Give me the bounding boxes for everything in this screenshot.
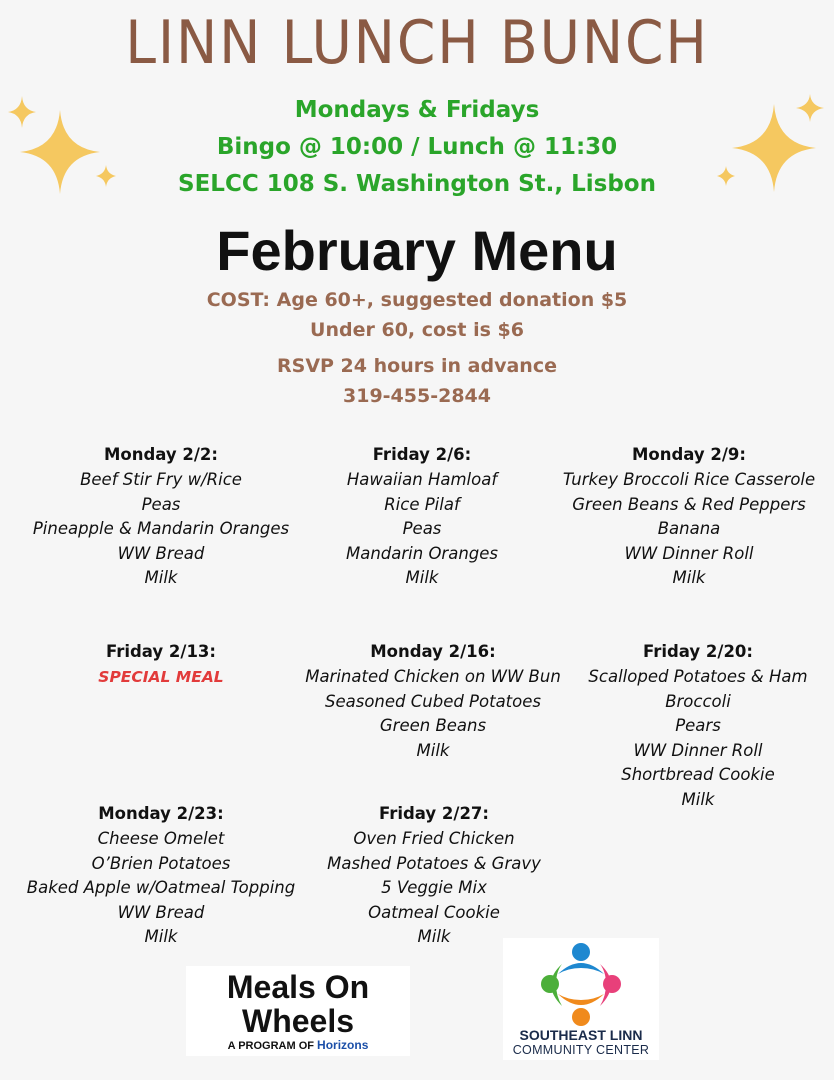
- rsvp-phone: 319-455-2844: [343, 385, 491, 407]
- menu-day: [292, 640, 574, 763]
- menu-day: [2, 640, 320, 689]
- menu-item: Banana: [657, 519, 721, 538]
- menu-day: [2, 802, 320, 950]
- menu-day: [570, 640, 826, 812]
- sel-logo-line-2: COMMUNITY CENTER: [512, 1043, 650, 1057]
- menu-item: Milk: [416, 740, 450, 760]
- cost-line-1: COST: Age 60+, suggested donation $5: [206, 289, 628, 311]
- menu-item: Milk: [144, 568, 178, 587]
- menu-item: Pears: [675, 716, 721, 735]
- menu-item: Milk: [144, 927, 178, 946]
- menu-item: O’Brien Potatoes: [91, 853, 231, 873]
- menu-item: WW Dinner Roll: [624, 543, 754, 563]
- menu-item: Milk: [672, 568, 706, 587]
- rsvp-line: RSVP 24 hours in advance: [277, 355, 557, 377]
- menu-item: WW Bread: [117, 543, 205, 563]
- menu-item: Beef Stir Fry w/Rice: [80, 470, 242, 489]
- menu-item: Oven Fried Chicken: [353, 829, 515, 848]
- menu-item: Milk: [681, 789, 715, 809]
- menu-item: Broccoli: [665, 691, 731, 711]
- mow-logo-subtitle: [186, 1038, 410, 1052]
- menu-item: Turkey Broccoli Rice Casserole: [562, 470, 816, 489]
- menu-item: Mashed Potatoes & Gravy: [327, 853, 541, 873]
- menu-item: 5 Veggie Mix: [381, 878, 487, 897]
- menu-item: Peas: [141, 494, 181, 514]
- menu-item: Rice Pilaf: [384, 494, 460, 514]
- menu-item: Green Beans: [379, 716, 487, 735]
- menu-item: Milk: [405, 568, 439, 587]
- menu-item: Shortbread Cookie: [621, 765, 775, 784]
- meals-on-wheels-logo: [186, 966, 410, 1056]
- menu-item: WW Bread: [117, 902, 205, 922]
- menu-date: Monday 2/2:: [103, 445, 219, 464]
- menu-date: Monday 2/16:: [370, 642, 496, 661]
- menu-date: Friday 2/13:: [105, 642, 216, 661]
- menu-day: [304, 802, 564, 950]
- mow-logo-line-1: Meals On: [226, 969, 370, 1005]
- menu-item: Milk: [417, 927, 451, 946]
- menu-day: [548, 443, 830, 591]
- menu-item: Oatmeal Cookie: [368, 902, 500, 922]
- location: SELCC 108 S. Washington St., Lisbon: [178, 171, 656, 197]
- menu-item: Scalloped Potatoes & Ham: [588, 667, 808, 686]
- schedule-days: Mondays & Fridays: [294, 97, 540, 123]
- community-people-icon: [536, 938, 626, 1028]
- menu-item: Marinated Chicken on WW Bun: [305, 667, 561, 686]
- menu-date: Friday 2/6:: [372, 445, 472, 464]
- special-meal-label: SPECIAL MEAL: [98, 668, 224, 686]
- menu-date: Friday 2/27:: [378, 804, 489, 823]
- southeast-linn-logo: [503, 938, 659, 1060]
- menu-item: Mandarin Oranges: [345, 543, 499, 563]
- cost-line-2: Under 60, cost is $6: [310, 319, 524, 341]
- menu-item: WW Dinner Roll: [633, 740, 763, 760]
- page-title: LINN LUNCH BUNCH: [125, 8, 709, 78]
- menu-item: Green Beans & Red Peppers: [572, 494, 806, 514]
- menu-date: Monday 2/9:: [631, 445, 747, 464]
- menu-item: Cheese Omelet: [97, 829, 225, 848]
- menu-item: Seasoned Cubed Potatoes: [324, 691, 541, 711]
- menu-day: [292, 443, 552, 591]
- menu-item: Baked Apple w/Oatmeal Topping: [26, 878, 296, 897]
- horizons-brand: Horizons: [317, 1038, 369, 1052]
- menu-date: Monday 2/23:: [98, 804, 224, 823]
- menu-date: Friday 2/20:: [642, 642, 753, 661]
- schedule-times: Bingo @ 10:00 / Lunch @ 11:30: [216, 134, 618, 160]
- menu-item: Pineapple & Mandarin Oranges: [32, 519, 290, 538]
- menu-item: Hawaiian Hamloaf: [346, 470, 498, 489]
- menu-day: [2, 443, 320, 591]
- sel-logo-line-1: SOUTHEAST LINN: [519, 1027, 643, 1043]
- menu-item: Peas: [402, 519, 442, 538]
- mow-logo-line-2: Wheels: [241, 1003, 355, 1039]
- mow-program-text: A PROGRAM OF: [227, 1040, 314, 1052]
- menu-title: February Menu: [216, 219, 618, 282]
